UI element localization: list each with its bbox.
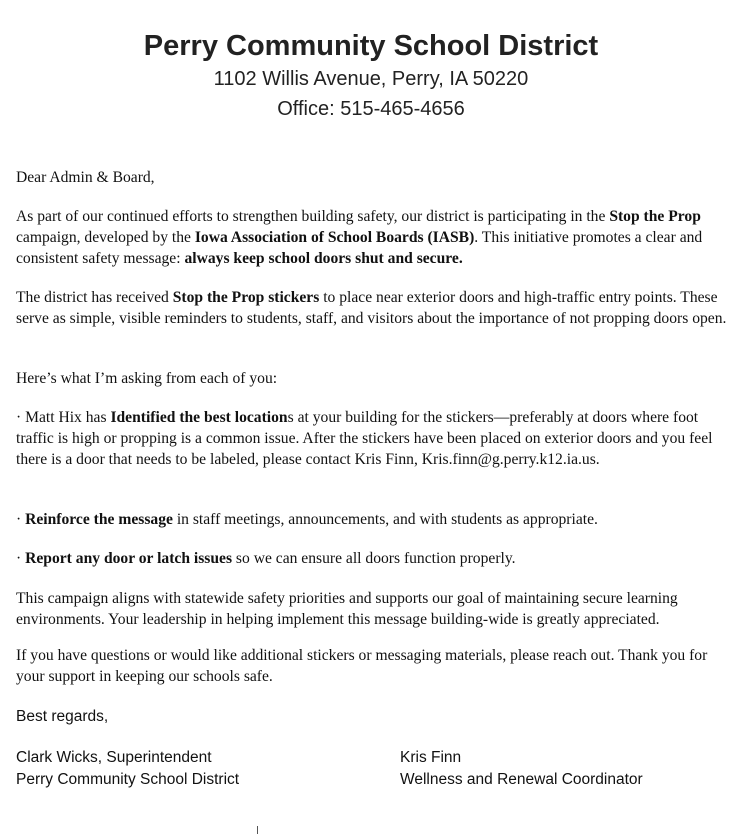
district-phone: Office: 515-465-4656 [277, 98, 465, 120]
signature-coordinator [400, 747, 643, 791]
page-mark [257, 826, 258, 834]
bold-span: Stop the Prop stickers [172, 289, 320, 306]
bullet-dot: · [16, 409, 22, 426]
text-span: As part of our continued efforts to strengthen building safety, our district is participating in the [16, 208, 610, 225]
bold-span: Report any door or latch issues [25, 550, 233, 567]
district-address: 1102 Willis Avenue, Perry, IA 50220 [213, 68, 529, 90]
text-span: The district has received [16, 289, 173, 306]
signature-title: Wellness and Renewal Coordinator [400, 771, 643, 788]
bold-span: always keep school doors shut and secure. [184, 250, 463, 267]
text-span: Matt Hix has [21, 409, 111, 426]
bullet-locations [16, 407, 734, 470]
paragraph-questions: If you have questions or would like additional stickers or messaging materials, please reach out. Thank you for your support in keeping our schools safe. [16, 647, 708, 685]
paragraph-intro [16, 206, 734, 269]
closing: Best regards, [16, 708, 109, 725]
paragraph-alignment: This campaign aligns with statewide safety priorities and supports our goal of maintaining secure learning environments. Your leadership in helping implement this message building-wide is greatly appreciated. [16, 590, 678, 628]
salutation: Dear Admin & Board, [16, 169, 155, 186]
bold-span: Reinforce the message [25, 511, 173, 528]
text-span: . This initiative promotes a clear and consistent safety message: [16, 229, 703, 267]
text-span: campaign, developed by the [16, 229, 195, 246]
text-span: so we can ensure all doors function properly. [232, 550, 516, 567]
signature-name: Clark Wicks, Superintendent [16, 749, 212, 766]
bold-span: Iowa Association of School Boards (IASB) [194, 229, 475, 246]
signature-superintendent [16, 747, 239, 791]
text-span: s at your building for the stickers—preferably at doors where foot traffic is high or propping is a common issue. After the stickers have been placed on exterior doors and you feel there is a door that needs to be labeled, please contact Kris Finn, Kris.finn@g.perry.k12.ia.us. [16, 409, 713, 468]
bullet-dot: · [16, 511, 22, 528]
paragraph-asking: Here’s what I’m asking from each of you: [16, 370, 278, 387]
text-span: to place near exterior doors and high-traffic entry points. These serve as simple, visible reminders to students, staff, and visitors about the importance of not propping doors open. [16, 289, 727, 327]
district-name: Perry Community School District [143, 30, 599, 62]
bullet-report [16, 548, 734, 569]
bullet-reinforce [16, 509, 734, 530]
paragraph-stickers [16, 287, 734, 329]
bold-span: Identified the best location [110, 409, 288, 426]
signature-name: Kris Finn [400, 749, 462, 766]
bullet-dot: · [16, 550, 22, 567]
signature-title: Perry Community School District [16, 771, 240, 788]
bold-span: Stop the Prop [609, 208, 701, 225]
text-span: in staff meetings, announcements, and with students as appropriate. [172, 511, 598, 528]
